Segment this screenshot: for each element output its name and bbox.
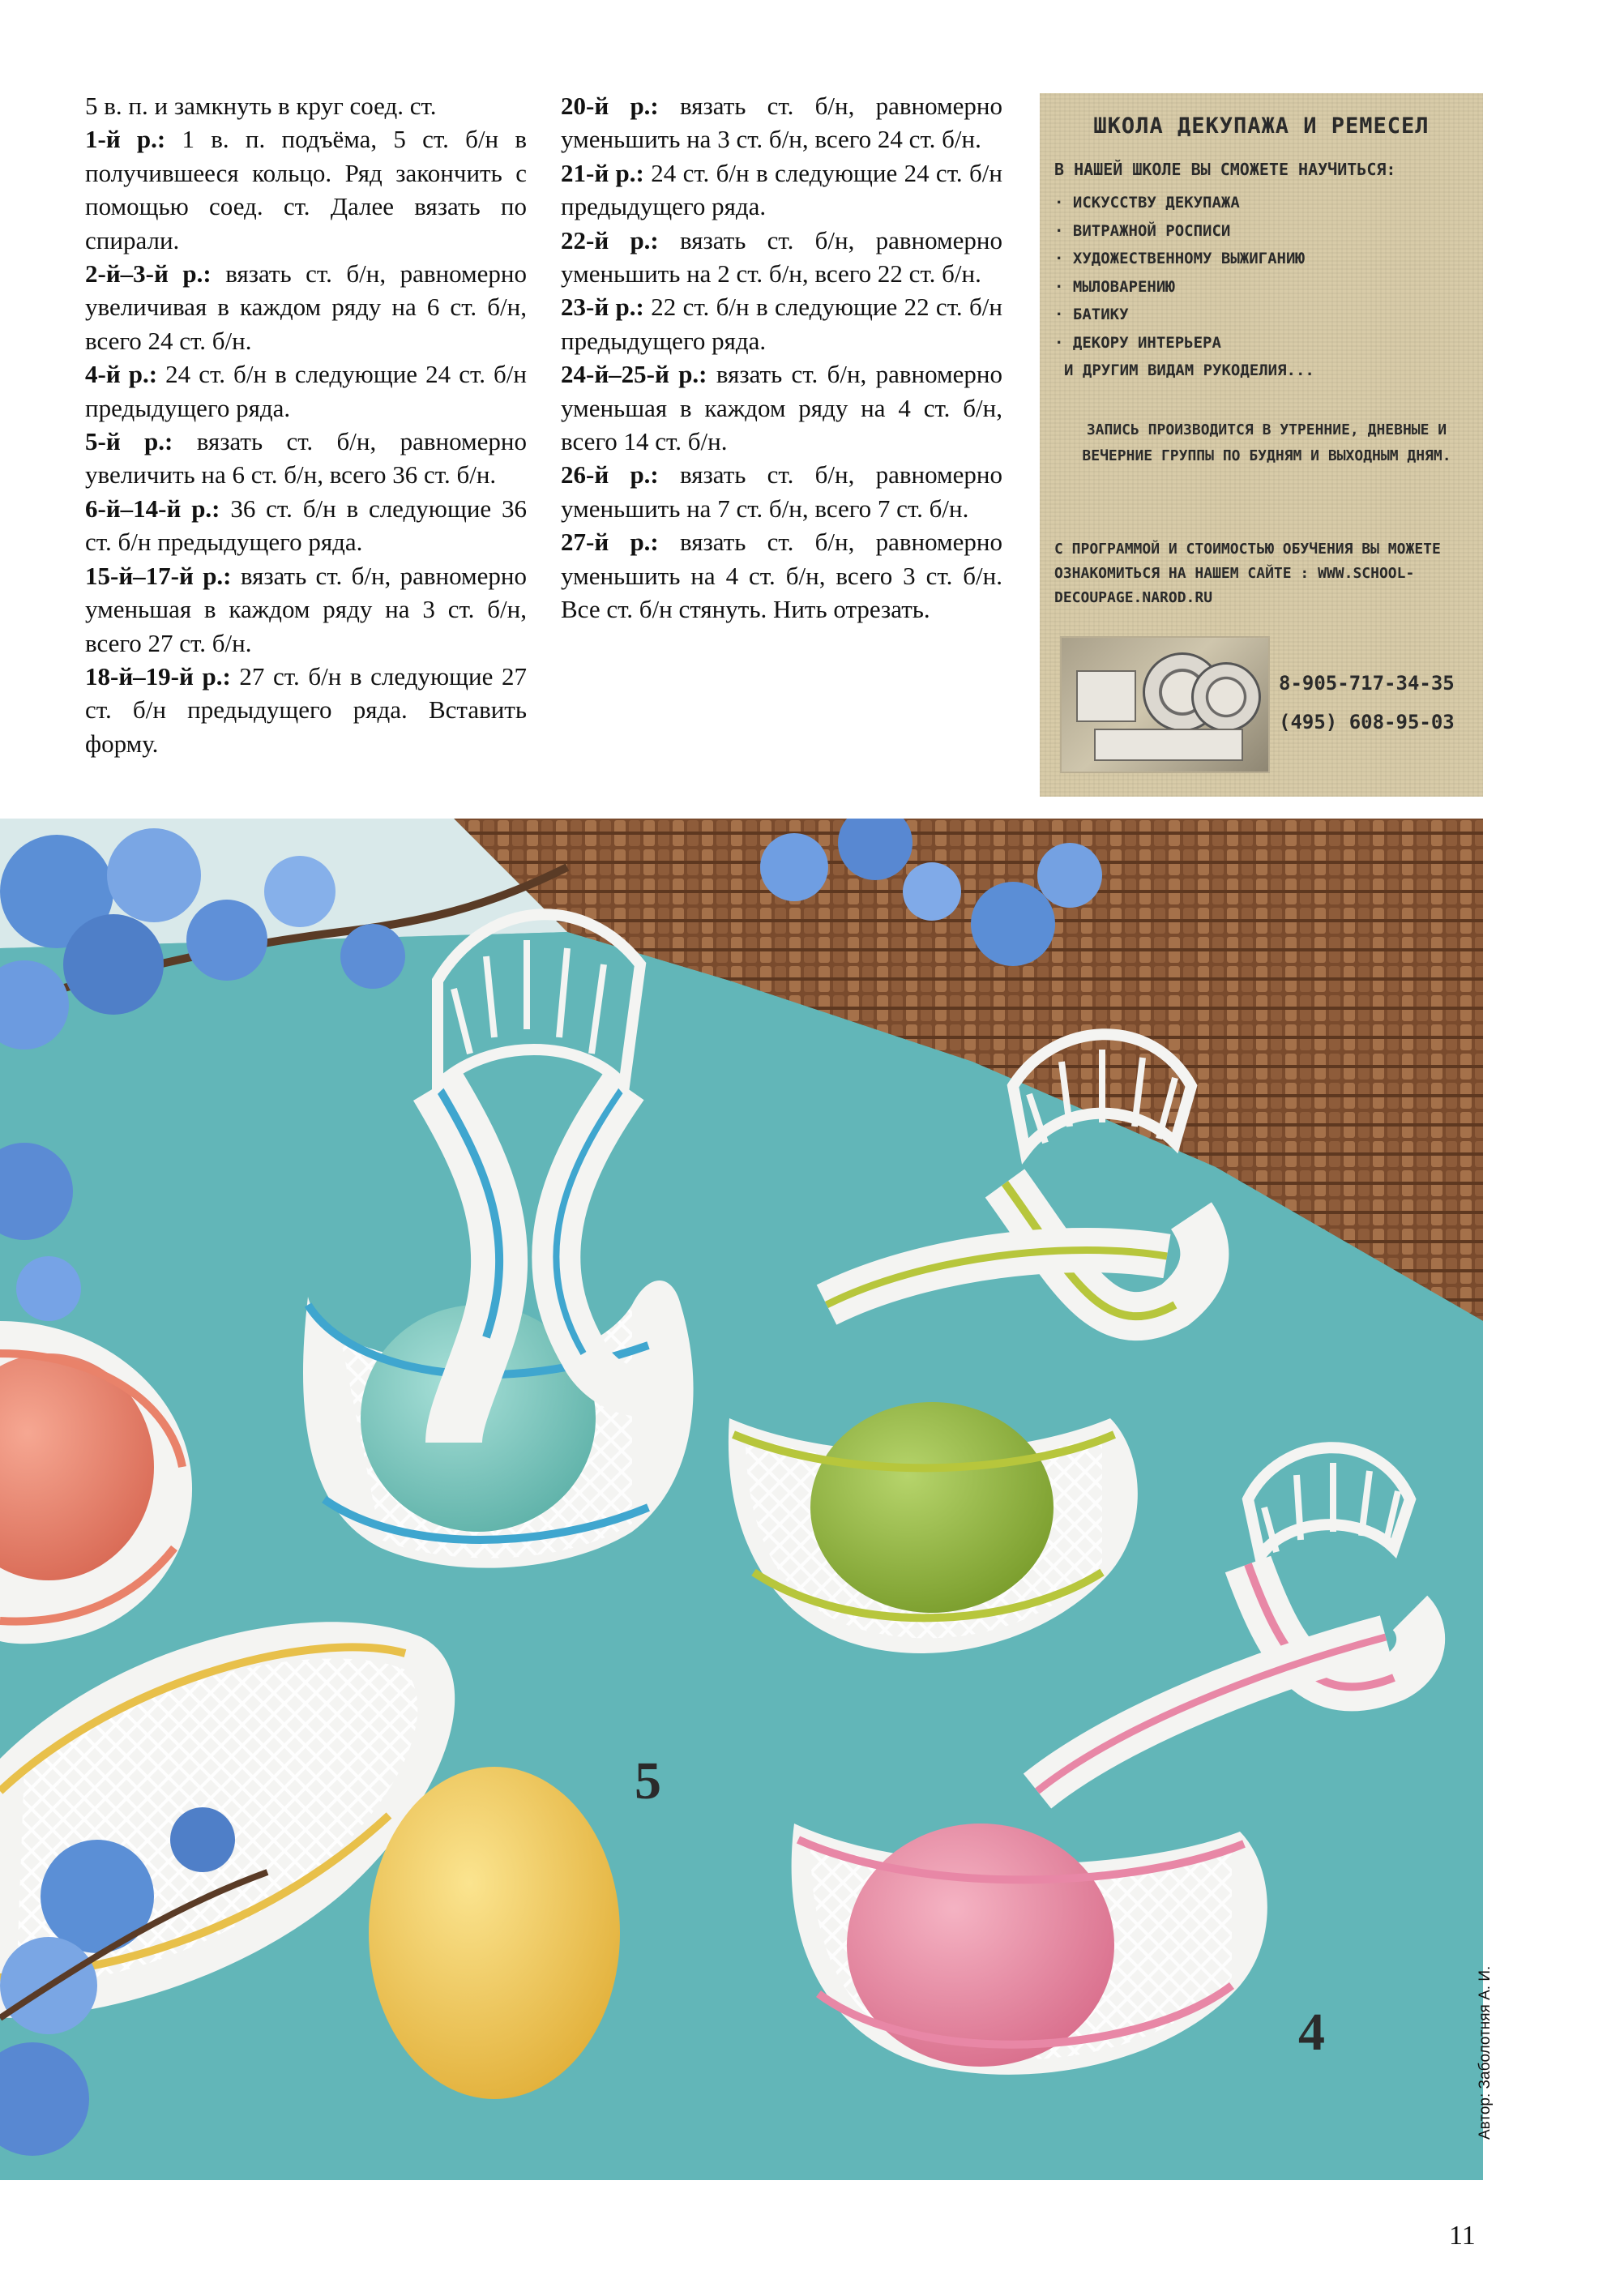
page-number: 11 <box>1449 2221 1476 2251</box>
ad-list-item: · ВИТРАЖНОЙ РОСПИСИ <box>1054 221 1231 240</box>
ad-photo <box>1060 636 1270 773</box>
row-label: 15-й–17-й р.: <box>85 561 232 590</box>
row-text: 22 ст. б/н в следующие 22 ст. б/н предыдущего ряда. <box>561 293 1002 355</box>
ad-list-item: · ИСКУССТВУ ДЕКУПАЖА <box>1054 194 1240 212</box>
row-text: вязать ст. б/н, равномерно уменьшая в каждом ряду на 4 ст. б/н, всего 14 ст. б/н. <box>561 360 1002 456</box>
instruction-paragraph <box>561 224 1002 291</box>
row-label: 5-й р.: <box>85 427 173 456</box>
row-label: 24-й–25-й р.: <box>561 360 707 389</box>
instruction-paragraph <box>561 290 1002 357</box>
instructions-column-1 <box>85 89 527 760</box>
row-text: 24 ст. б/н в следующие 24 ст. б/н предыдущего ряда. <box>561 158 1002 221</box>
ad-list-item: · БАТИКУ <box>1054 306 1129 323</box>
instruction-paragraph <box>561 525 1002 626</box>
ad-phone: (495) 608-95-03 <box>1279 711 1455 733</box>
row-label: 1-й р.: <box>85 125 166 154</box>
ad-photo-box <box>1094 729 1243 761</box>
row-text: вязать ст. б/н, равномерно уменьшить на 2 ст. б/н, всего 22 ст. б/н. <box>561 225 1002 289</box>
instruction-paragraph <box>85 559 527 660</box>
instruction-paragraph <box>85 492 527 559</box>
row-label: 20-й р.: <box>561 92 659 120</box>
ad-list-item: И ДРУГИМ ВИДАМ РУКОДЕЛИЯ... <box>1064 361 1314 379</box>
instruction-paragraph <box>85 122 527 257</box>
row-label: 6-й–14-й р.: <box>85 494 220 523</box>
ad-title: ШКОЛА ДЕКУПАЖА И РЕМЕСЕЛ <box>1093 113 1430 139</box>
ad-list-item: · ДЕКОРУ ИНТЕРЬЕРА <box>1054 333 1221 352</box>
row-label: 18-й–19-й р.: <box>85 661 231 691</box>
advertisement <box>1040 93 1483 797</box>
row-label: 21-й р.: <box>561 158 644 187</box>
row-label: 27-й р.: <box>561 528 659 557</box>
instruction-paragraph <box>85 357 527 425</box>
ad-phone: 8-905-717-34-35 <box>1279 672 1455 695</box>
ad-list <box>1054 189 1314 385</box>
instruction-paragraph <box>561 357 1002 458</box>
row-text: 36 ст. б/н в следующие 36 ст. б/н предыдущего ряда. <box>85 494 527 557</box>
instruction-paragraph <box>85 425 527 492</box>
easter-baskets-photo <box>0 819 1483 2180</box>
row-text: вязать ст. б/н, равномерно уменьшить на 4 ст. б/н, всего 3 ст. б/н. Все ст. б/н стянуть. Нить отрезать. <box>561 528 1002 624</box>
row-text: вязать ст. б/н, равномерно увеличить на 6 ст. б/н, всего 36 ст. б/н. <box>85 427 527 490</box>
instruction-paragraph <box>561 156 1002 224</box>
row-label: 4-й р.: <box>85 360 158 389</box>
instruction-paragraph <box>85 89 527 122</box>
row-text: 5 в. п. и замкнуть в круг соед. ст. <box>85 92 437 120</box>
ad-photo-plate <box>1191 662 1261 732</box>
row-text: вязать ст. б/н, равномерно увеличивая в каждом ряду на 6 ст. б/н, всего 24 ст. б/н. <box>85 259 527 355</box>
row-label: 22-й р.: <box>561 225 659 254</box>
instruction-paragraph <box>85 257 527 357</box>
figure-label: 4 <box>1298 2003 1325 2062</box>
figure-label: 5 <box>635 1751 661 1811</box>
row-text: 27 ст. б/н в следующие 27 ст. б/н предыдущего ряда. Вставить форму. <box>85 661 527 758</box>
row-text: вязать ст. б/н, равномерно уменьшить на 7 ст. б/н, всего 7 ст. б/н. <box>561 460 1002 523</box>
ad-schedule: ЗАПИСЬ ПРОИЗВОДИТСЯ В УТРЕННИЕ, ДНЕВНЫЕ И ВЕЧЕРНИЕ ГРУППЫ ПО БУДНЯМ И ВЫХОДНЫМ ДНЯМ. <box>1082 421 1451 464</box>
ad-list-item: · МЫЛОВАРЕНИЮ <box>1054 277 1175 296</box>
row-text: вязать ст. б/н, равномерно уменьшая в каждом ряду на 3 ст. б/н, всего 27 ст. б/н. <box>85 561 527 657</box>
instruction-paragraph <box>561 89 1002 156</box>
row-label: 23-й р.: <box>561 293 644 322</box>
row-text: 24 ст. б/н в следующие 24 ст. б/н предыдущего ряда. <box>85 360 528 422</box>
row-label: 2-й–3-й р.: <box>85 259 212 289</box>
instruction-paragraph <box>561 458 1002 525</box>
row-text: вязать ст. б/н, равномерно уменьшить на 3 ст. б/н, всего 24 ст. б/н. <box>561 92 1002 154</box>
instructions-column-2 <box>561 89 1002 626</box>
ad-program: С ПРОГРАММОЙ И СТОИМОСТЬЮ ОБУЧЕНИЯ ВЫ МОЖЕТЕ ОЗНАКОМИТЬСЯ НА НАШЕМ САЙТЕ : WWW.SCHOOL-DECOUPAGE.NAROD.RU <box>1054 541 1441 606</box>
ad-list-item: · ХУДОЖЕСТВЕННОМУ ВЫЖИГАНИЮ <box>1054 250 1305 267</box>
row-label: 26-й р.: <box>561 460 659 490</box>
photo-illustration <box>0 819 1483 2180</box>
author-credit: Автор: Заболотняя А. И. <box>1477 1965 1494 2140</box>
ad-intro: В НАШЕЙ ШКОЛЕ ВЫ СМОЖЕТЕ НАУЧИТЬСЯ: <box>1054 160 1396 179</box>
ad-photo-box <box>1076 670 1136 722</box>
instruction-paragraph <box>85 660 527 760</box>
row-text: 1 в. п. подъёма, 5 ст. б/н в получившееся кольцо. Ряд закончить с помощью соед. ст. Далее вязать по спирали. <box>85 125 527 254</box>
